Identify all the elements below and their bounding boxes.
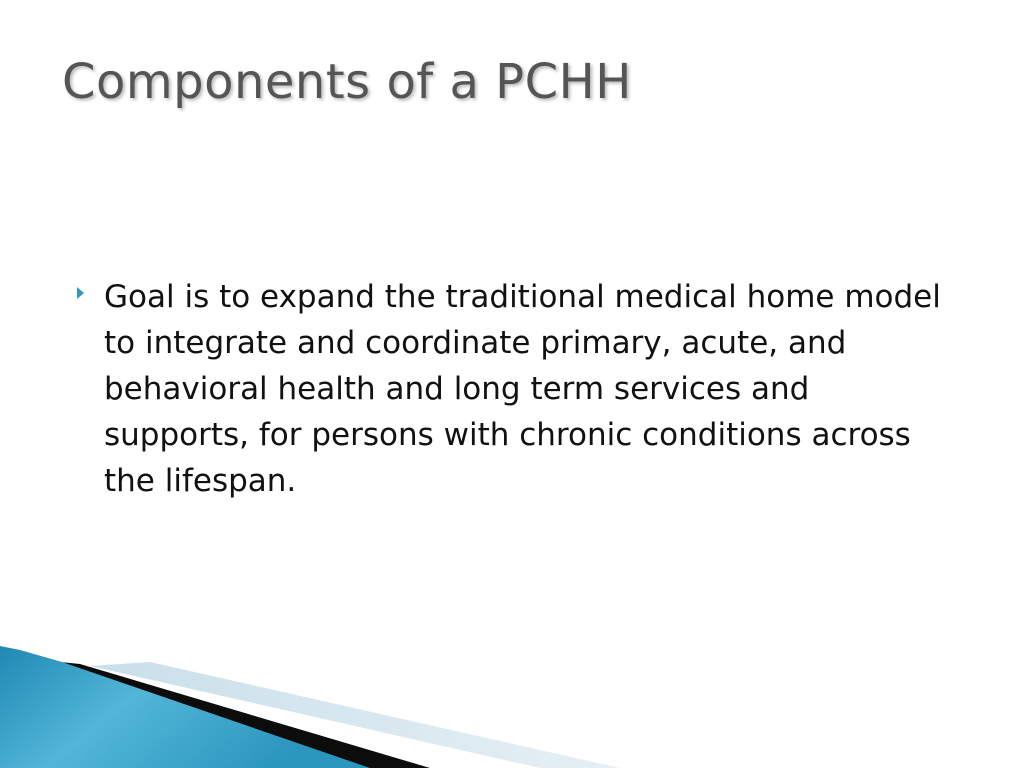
triangle-right-icon [77,287,84,299]
bullet-text: Goal is to expand the traditional medical home model to integrate and coordinate primary, acute, and behavioral health and long term services and supports, for persons with chronic conditions across the lifespan. [104,279,941,499]
slide-content [74,274,974,504]
corner-decoration [0,640,1024,768]
slide-title: Components of a PCHH [62,54,632,110]
bullet-item [74,274,974,504]
